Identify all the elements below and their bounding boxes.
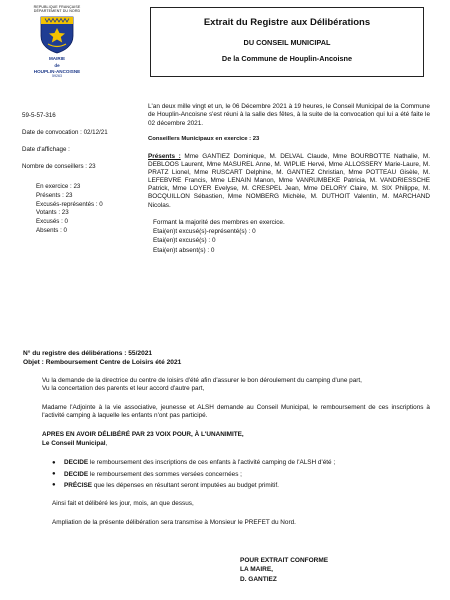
bullet-icon: ● bbox=[52, 482, 56, 489]
paragraph-concertation: Vu la concertation des parents et leur accord d'autre part, bbox=[42, 385, 205, 393]
signature-block bbox=[240, 556, 328, 584]
quorum-absents: Etai(en)t absent(s) : 0 bbox=[153, 246, 215, 254]
session-intro: L'an deux mille vingt et un, le 06 Décembre 2021 à 19 heures, le Conseil Municipal de la Commune de Houplin-Ancoisne s'est réuni à la salle des fêtes, à la suite de la convocation qui lui a été faite le 02 décembre 2021. bbox=[148, 103, 430, 127]
document-subtitle: DU CONSEIL MUNICIPAL bbox=[243, 38, 331, 48]
la-maire-label: LA MAIRE, bbox=[240, 566, 273, 574]
quorum-excuses: Etai(en)t excusé(s) : 0 bbox=[153, 237, 216, 245]
paragraph-adjointe: Madame l'Adjointe à la vie associative, jeunesse et ALSH demande au Conseil Municipal, le remboursement de ces inscriptions à l'activité camping à laquelle les enfants n'ont pas participé. bbox=[42, 403, 430, 419]
document-header-box bbox=[150, 7, 424, 77]
extrait-conforme-label: POUR EXTRAIT CONFORME bbox=[240, 557, 329, 564]
count-absents: Absents : 0 bbox=[36, 226, 67, 234]
decision-verb: PRÉCISE bbox=[64, 481, 93, 489]
commune-logo bbox=[18, 5, 96, 79]
mairie-label: MAIRIE bbox=[48, 56, 66, 62]
closing-statement: Ainsi fait et délibéré les jour, mois, an que dessus, bbox=[52, 500, 194, 508]
document-commune: De la Commune de Houplin-Ancoisne bbox=[221, 54, 353, 64]
count-votants: Votants : 23 bbox=[36, 209, 69, 217]
presents-paragraph bbox=[148, 153, 430, 210]
presents-label: Présents : bbox=[148, 152, 181, 160]
list-item bbox=[52, 471, 430, 479]
quorum-excuses-representes: Etai(en)t excusé(s)-représenté(s) : 0 bbox=[153, 228, 256, 236]
conseillers-en-exercice: Conseillers Municipaux en exercice : 23 bbox=[148, 135, 260, 142]
decision-text: le remboursement des sommes versées concernées ; bbox=[88, 470, 242, 478]
republique-label: REPUBLIQUE FRANÇAISE bbox=[33, 5, 81, 9]
deliberation-objet: Objet : Remboursement Centre de Loisirs été 2021 bbox=[23, 358, 182, 366]
count-excuses-representes: Excusés-représentés : 0 bbox=[36, 200, 103, 208]
bullet-icon: ● bbox=[52, 459, 56, 466]
paragraph-demande: Vu la demande de la directrice du centre de loisirs d'été afin d'assurer le bon déroulement du camping d'une part, bbox=[42, 377, 362, 384]
list-item bbox=[52, 482, 430, 490]
session-details bbox=[148, 103, 430, 255]
decision-text: le remboursement des inscriptions de ces enfants à l'activité camping de l'ALSH d'été ; bbox=[88, 459, 336, 467]
quorum-majorite: Formant la majorité des membres en exercice. bbox=[153, 218, 285, 226]
reference-number: 59-5-57-316 bbox=[22, 112, 56, 119]
conseil-municipal-comma: , bbox=[105, 440, 108, 448]
registre-number: N° du registre des délibérations : 55/2021 bbox=[23, 350, 153, 357]
vote-result: APRES EN AVOIR DÉLIBÉRÉ PAR 23 VOIX POUR, À L'UNANIMITE, bbox=[42, 431, 244, 439]
decision-verb: DECIDE bbox=[64, 459, 89, 467]
list-item bbox=[52, 459, 430, 467]
ampliation-statement: Ampliation de la présente délibération sera transmise à Monsieur le PREFET du Nord. bbox=[52, 518, 296, 526]
coat-of-arms-icon bbox=[40, 16, 74, 54]
conseil-municipal-label: Le Conseil Municipal bbox=[42, 440, 106, 448]
date-convocation: Date de convocation : 02/12/21 bbox=[22, 129, 108, 136]
deliberation-body bbox=[42, 377, 430, 527]
count-excuses: Excusés : 0 bbox=[36, 218, 68, 226]
bullet-icon: ● bbox=[52, 471, 56, 478]
date-affichage: Date d'affichage : bbox=[22, 146, 70, 153]
presents-list: Mme GANTIEZ Dominique, M. DELVAL Claude, Mme BOURBOTTE Nathalie, M. DEBLOOS Laurent, Mme MASUREL Anne, M. WIPLIE Hervé, Mme ALLOSSERY Marie-Laure, M. PRATZ Lionel, Mme RUSCART Delphine, M. GANTIEZ Christian, Mme POTTEAU Gisèle, M. LEFEBVRE Francis, Mme LENAIN Manon, Mme VANRUMBEKE Patricia, M. VANDRIESSCHE Patrick, Mme LOYER Evelyse, M. CRESPEL Jean, Mme DELORY Claire, M. SIX Philippe, M. BOCQUILLON Sébastien, Mme NOMBERG Michèle, M. DUTHOIT Valentin, M. MARCHAND Nicolas. bbox=[148, 152, 431, 209]
session-meta bbox=[22, 112, 142, 236]
deliberation-reference bbox=[23, 350, 181, 367]
mairie-de-label: de bbox=[54, 62, 60, 68]
decision-text: que les dépenses en résultant seront imputées au budget primitif. bbox=[92, 481, 279, 489]
conseil-municipal-line bbox=[42, 440, 430, 449]
postal-code-label: 59263 bbox=[52, 74, 62, 79]
document-title: Extrait du Registre aux Délibérations bbox=[203, 17, 371, 28]
decisions-list bbox=[42, 459, 430, 490]
vote-resolution bbox=[42, 431, 430, 449]
member-counts bbox=[22, 183, 142, 236]
quorum-block bbox=[148, 218, 430, 255]
decision-verb: DECIDE bbox=[64, 470, 89, 478]
commune-name-label: HOUPLIN-ANCOISNE bbox=[33, 68, 81, 74]
departement-label: DÉPARTEMENT DU NORD bbox=[33, 9, 81, 14]
count-presents: Présents : 23 bbox=[36, 191, 73, 199]
signatory-name: D. GANTIEZ bbox=[240, 575, 277, 583]
nombre-conseillers: Nombre de conseillers : 23 bbox=[22, 163, 96, 170]
count-en-exercice: En exercice : 23 bbox=[36, 183, 81, 190]
